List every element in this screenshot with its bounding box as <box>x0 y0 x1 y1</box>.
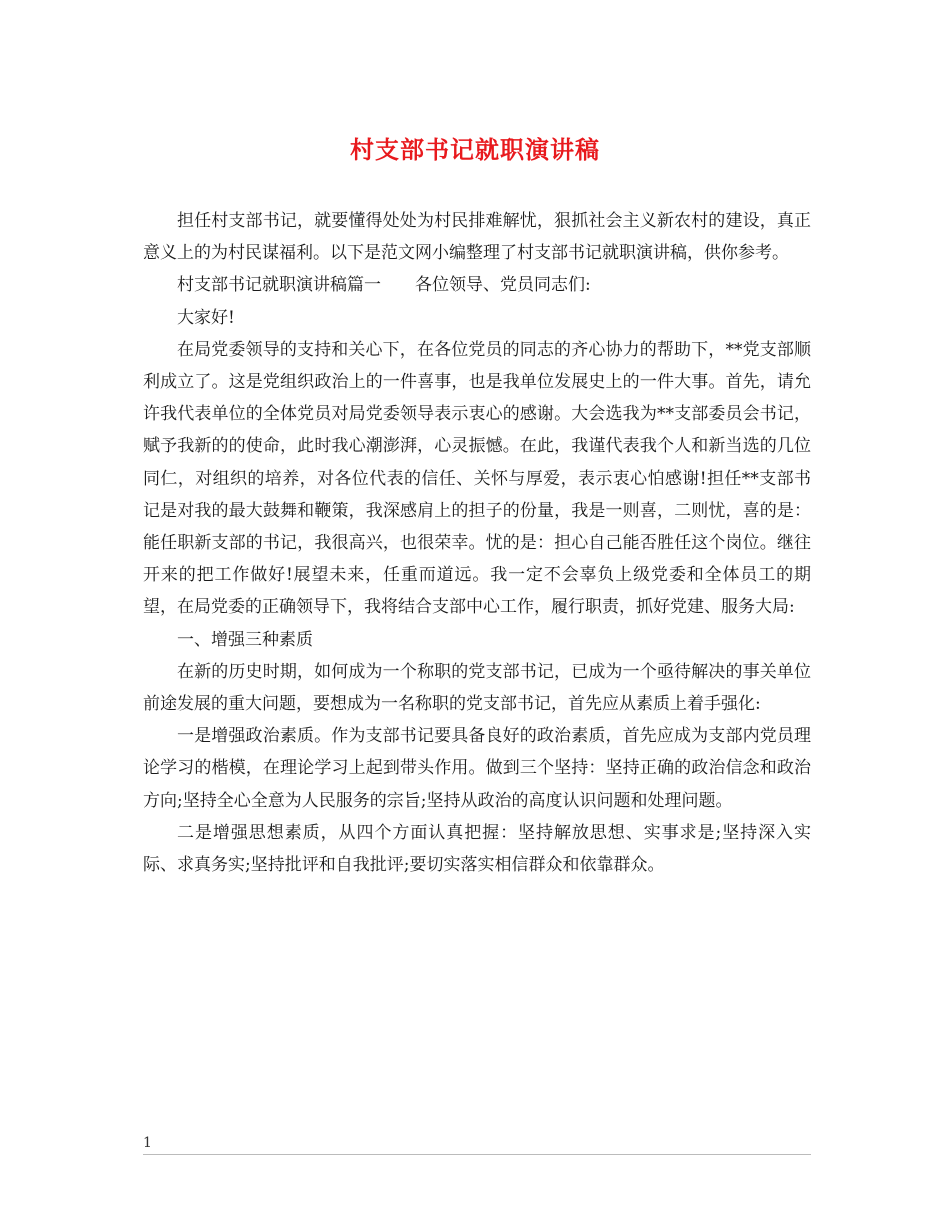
page-number: 1 <box>143 1135 152 1151</box>
footer-divider <box>143 1154 811 1155</box>
document-title: 村支部书记就职演讲稿 <box>350 135 600 164</box>
paragraph-greeting: 大家好! <box>177 307 235 328</box>
paragraph-quality-intro: 在新的历史时期，如何成为一个称职的党支部书记，已成为一个亟待解决的事关单位前途发展的重大问题，要想成为一名称职的党支部书记，首先应从素质上着手强化: <box>143 661 811 715</box>
paragraph-salutation: 村支部书记就职演讲稿篇一 各位领导、党员同志们: <box>177 275 591 296</box>
paragraph-ideological-quality: 二是增强思想素质，从四个方面认真把握：坚持解放思想、实事求是;坚持深入实际、求真务实;坚持批评和自我批评;要切实落实相信群众和依靠群众。 <box>143 822 811 876</box>
paragraph-intro: 担任村支部书记，就要懂得处处为村民排难解忧，狠抓社会主义新农村的建设，真正意义上的为村民谋福利。以下是范文网小编整理了村支部书记就职演讲稿，供你参考。 <box>143 211 811 264</box>
paragraph-main: 在局党委领导的支持和关心下，在各位党员的同志的齐心协力的帮助下，**党支部顺利成立了。这是党组织政治上的一件喜事，也是我单位发展史上的一件大事。首先，请允许我代表单位的全体党员对局党委领导表示衷心的感谢。大会选我为**支部委员会书记，赋予我新的的使命，此时我心潮澎湃，心灵振憾。在此，我谨代表我个人和新当选的几位同仁，对组织的培养，对各位代表的信任、关怀与厚爱，表示衷心怕感谢!担任**支部书记是对我的最大鼓舞和鞭策，我深感肩上的担子的份量，我是一则喜，二则忧，喜的是：能任职新支部的书记，我很高兴，也很荣幸。忧的是：担心自己能否胜任这个岗位。继往开来的把工作做好!展望未来，任重而道远。我一定不会辜负上级党委和全体员工的期望，在局党委的正确领导下，我将结合支部中心工作，履行职责，抓好党建、服务大局: <box>143 339 811 618</box>
paragraph-political-quality: 一是增强政治素质。作为支部书记要具备良好的政治素质，首先应成为支部内党员理论学习的楷模，在理论学习上起到带头作用。做到三个坚持：坚持正确的政治信念和政治方向;坚持全心全意为人民服务的宗旨;坚持从政治的高度认识问题和处理问题。 <box>143 726 811 811</box>
section-heading: 一、增强三种素质 <box>177 629 313 650</box>
document-body <box>143 205 811 881</box>
